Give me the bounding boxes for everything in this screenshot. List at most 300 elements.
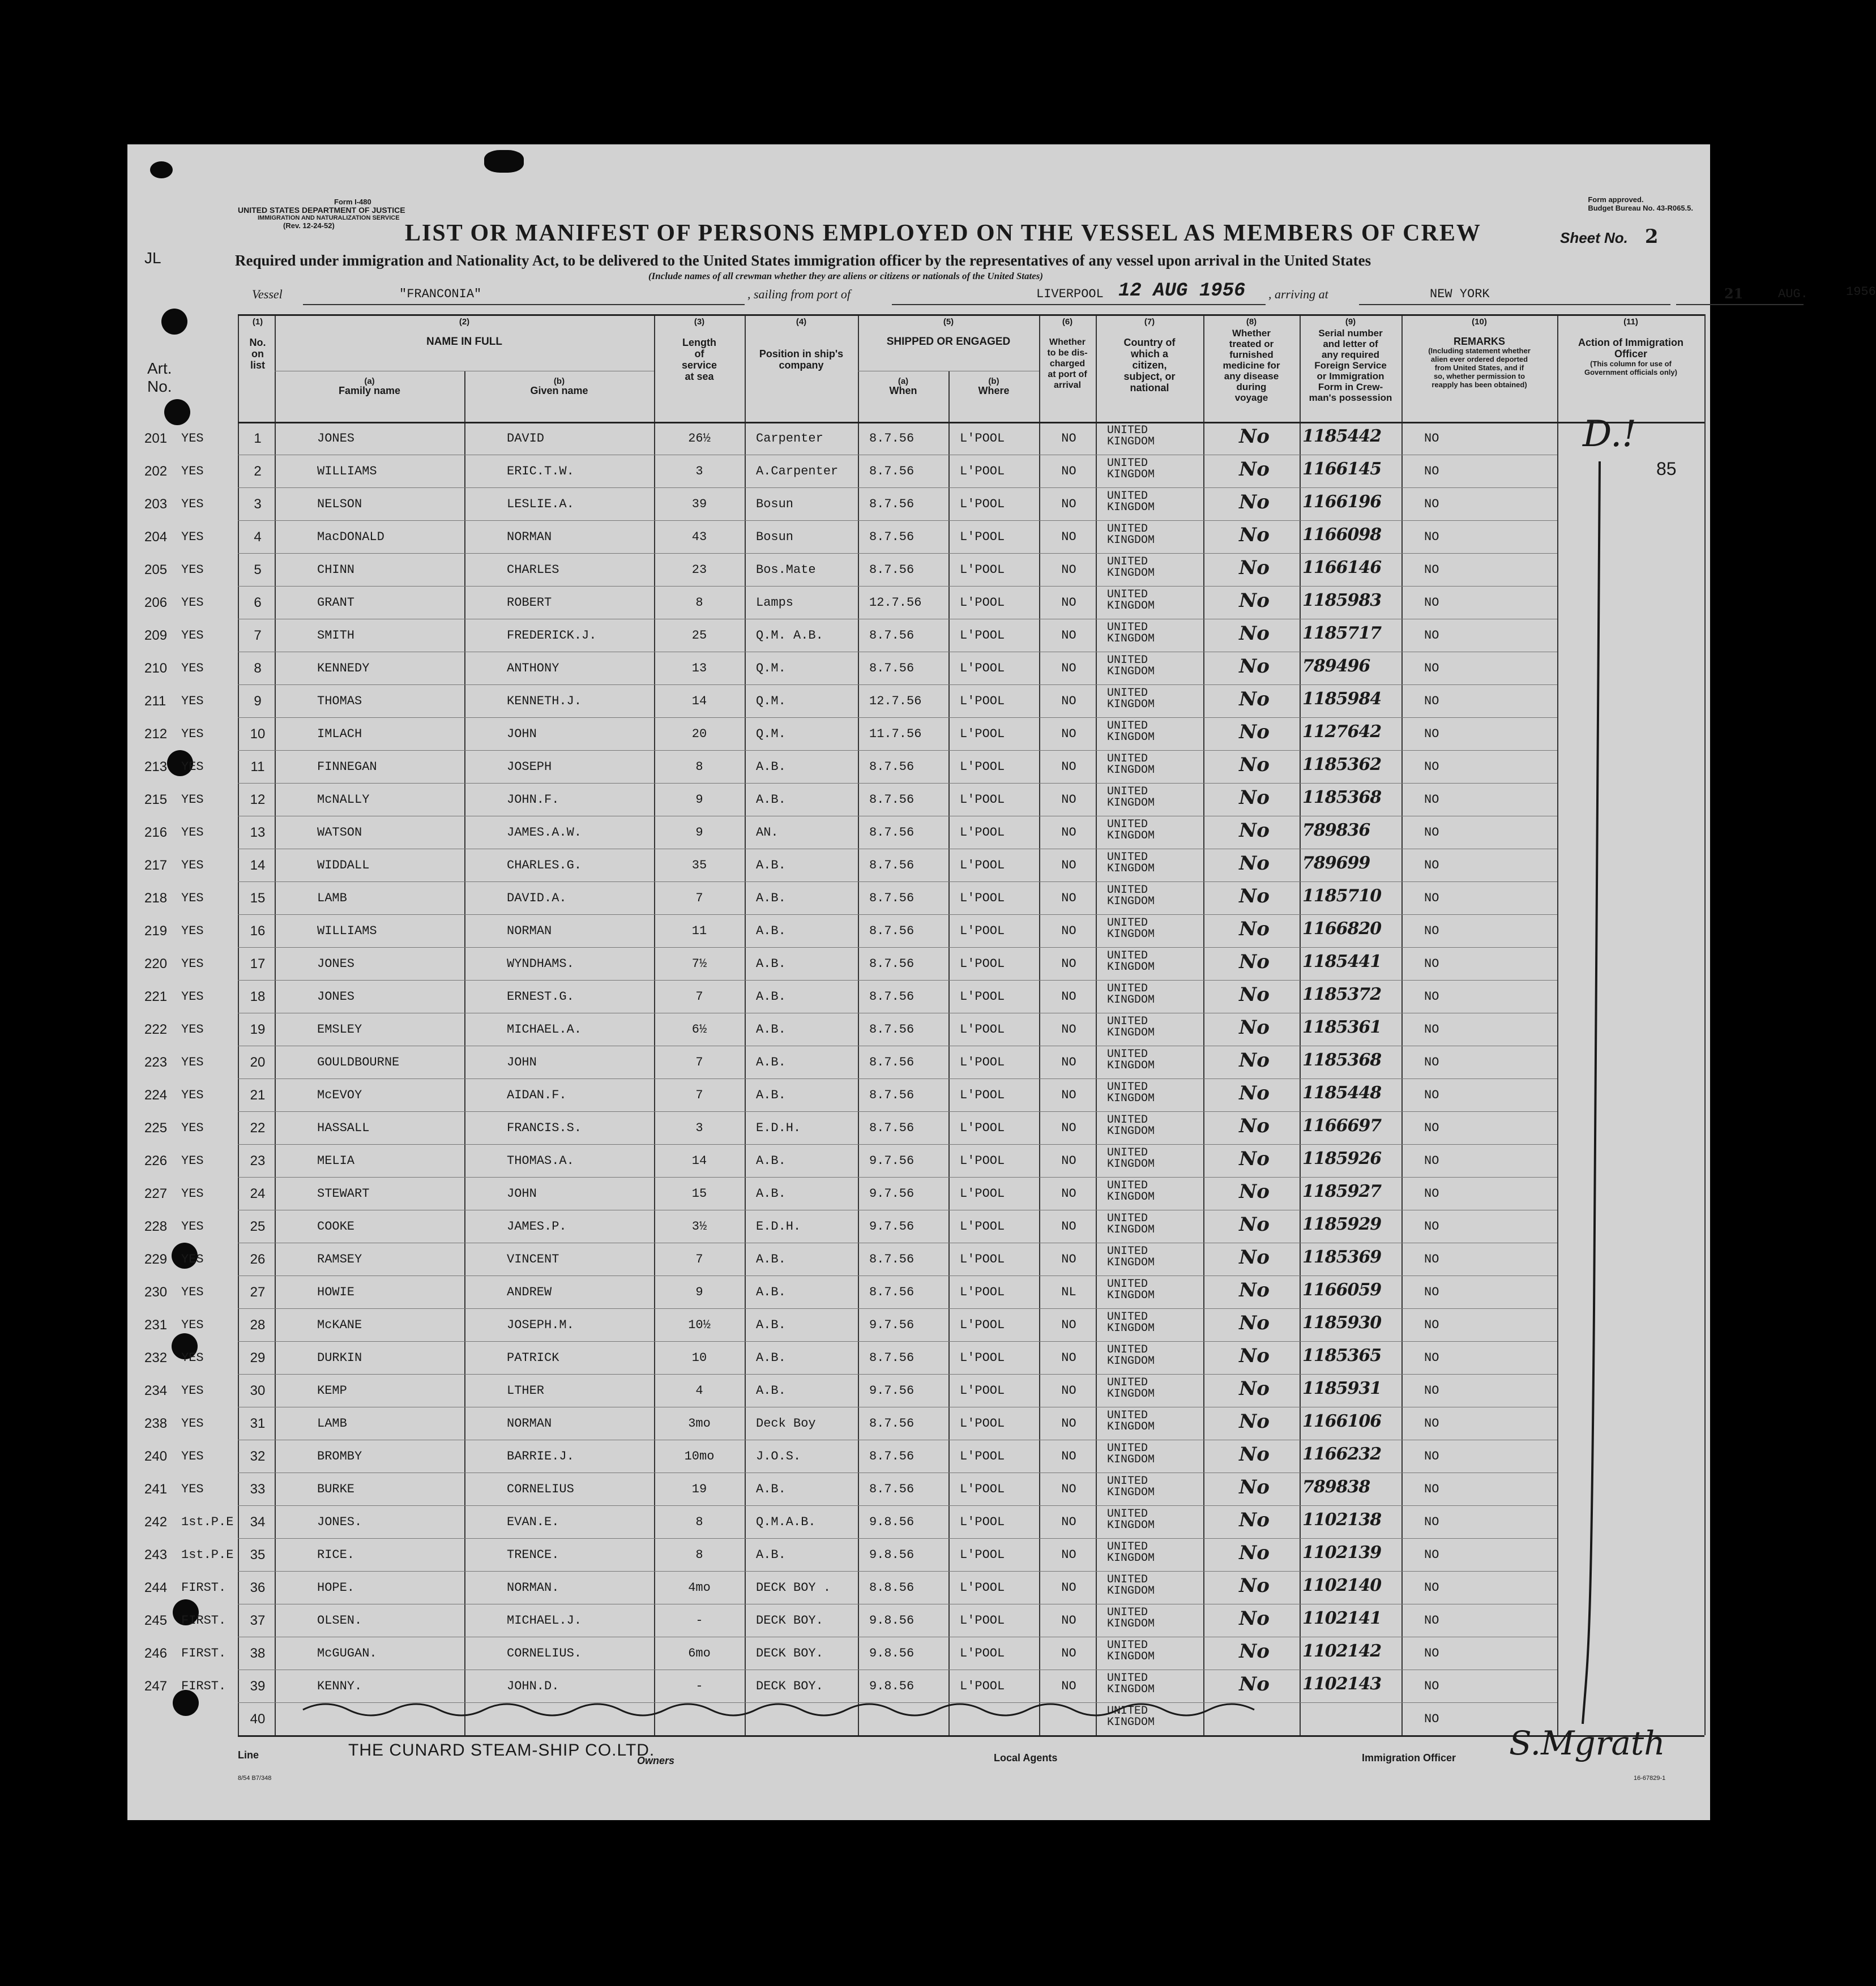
col4-number: (4) (796, 317, 807, 327)
cell-remarks: NO (1424, 1515, 1439, 1529)
cell-art: 220 (144, 956, 168, 971)
cell-no: 9 (254, 694, 262, 709)
cell-remarks: NO (1424, 628, 1439, 643)
cell-discharge: NO (1061, 1613, 1076, 1628)
cell-family: KENNY. (317, 1679, 362, 1693)
cell-position: A.B. (756, 1318, 786, 1332)
cell-family: RAMSEY (317, 1252, 362, 1266)
cell-remarks: NO (1424, 1416, 1439, 1431)
cell-remarks: NO (1424, 1318, 1439, 1332)
cell-no: 14 (250, 858, 266, 873)
cell-family: WATSON (317, 825, 362, 840)
cell-where: L'POOL (960, 628, 1005, 643)
cell-family: HOWIE (317, 1285, 355, 1299)
cell-family: McEVOY (317, 1088, 362, 1102)
cell-medicine: No (1239, 1542, 1270, 1564)
cell-serial: 1185362 (1302, 755, 1382, 774)
cell-serial: 1102141 (1302, 1608, 1382, 1628)
cell-country: UNITED KINGDOM (1107, 884, 1155, 908)
punch-hole (164, 399, 190, 425)
cell-when: 8.7.56 (869, 924, 915, 938)
cell-serial: 1185372 (1302, 985, 1382, 1004)
cell-position: Bosun (756, 497, 794, 511)
cell-service: 7 (695, 891, 703, 905)
cell-art: 219 (144, 923, 168, 939)
cell-country: UNITED KINGDOM (1107, 752, 1155, 777)
cell-where: L'POOL (960, 1384, 1005, 1398)
cell-discharge: NO (1061, 891, 1076, 905)
cell-given: MICHAEL.J. (507, 1613, 582, 1628)
cell-no: 19 (250, 1022, 266, 1037)
column-divider (1039, 314, 1040, 1735)
col3-number: (3) (694, 317, 705, 327)
cell-when: 12.7.56 (869, 694, 922, 708)
cell-no: 25 (250, 1219, 266, 1234)
cell-position: A.B. (756, 1154, 786, 1168)
cell-country: UNITED KINGDOM (1107, 1015, 1155, 1039)
cell-medicine: No (1239, 589, 1270, 612)
cell-where: L'POOL (960, 1022, 1005, 1037)
col3-title: Length of service at sea (681, 337, 717, 382)
row-divider (238, 487, 1557, 488)
cell-service: - (695, 1613, 703, 1628)
cell-discharge: NO (1061, 1482, 1076, 1496)
cell-service: 25 (691, 628, 707, 643)
cell-status: YES (181, 1088, 204, 1102)
cell-art: 216 (144, 825, 168, 840)
officer-signature: S.Mgrath (1509, 1724, 1665, 1762)
cell-remarks: NO (1424, 1285, 1439, 1299)
cell-art: 247 (144, 1679, 168, 1694)
row-divider (238, 1308, 1557, 1309)
col5a-number: (a) (898, 376, 909, 386)
cell-family: KENNEDY (317, 661, 370, 675)
cell-service: 19 (691, 1482, 707, 1496)
cell-art: 245 (144, 1613, 168, 1628)
cell-given: FRANCIS.S. (507, 1121, 582, 1135)
cell-remarks: NO (1424, 464, 1439, 478)
cell-status: YES (181, 431, 204, 446)
cell-discharge: NL (1061, 1285, 1076, 1299)
sheet-number (1560, 226, 1659, 247)
cell-remarks: NO (1424, 1351, 1439, 1365)
cell-discharge: NO (1061, 760, 1076, 774)
cell-service: 11 (691, 924, 707, 938)
cell-art: 243 (144, 1547, 168, 1563)
cell-remarks: NO (1424, 1581, 1439, 1595)
cell-remarks: NO (1424, 1252, 1439, 1266)
department-name: UNITED STATES DEPARTMENT OF JUSTICE (238, 206, 405, 215)
cell-art: 224 (144, 1088, 168, 1103)
cell-position: Q.M. (756, 727, 786, 741)
cell-when: 9.8.56 (869, 1646, 915, 1660)
cell-position: DECK BOY . (756, 1581, 831, 1595)
cell-discharge: NO (1061, 1055, 1076, 1069)
cell-given: JOHN (507, 1055, 537, 1069)
cell-given: NORMAN. (507, 1581, 559, 1595)
arrival-year: 1956 (1846, 285, 1876, 299)
cell-country: UNITED KINGDOM (1107, 917, 1155, 941)
cell-position: Q.M. (756, 661, 786, 675)
service-name: IMMIGRATION AND NATURALIZATION SERVICE (258, 215, 400, 221)
cell-service: 7 (695, 1252, 703, 1266)
cell-art: 218 (144, 891, 168, 906)
cell-medicine: No (1239, 1377, 1270, 1400)
form-approved: Form approved. (1588, 195, 1644, 204)
cell-country: UNITED KINGDOM (1107, 1409, 1155, 1433)
cell-position: Q.M.A.B. (756, 1515, 816, 1529)
col10-subtitle: (Including statement whether alien ever ordered deported from United States, and if so, whether permission to reapply has been obtained) (1428, 346, 1531, 389)
cell-art: 241 (144, 1482, 168, 1497)
cell-country: UNITED KINGDOM (1107, 949, 1155, 974)
cell-country: UNITED KINGDOM (1107, 1475, 1155, 1499)
cell-remarks: NO (1424, 1384, 1439, 1398)
cell-when: 11.7.56 (869, 727, 922, 741)
cell-country: UNITED KINGDOM (1107, 720, 1155, 744)
cell-country: UNITED KINGDOM (1107, 1212, 1155, 1236)
cell-art: 202 (144, 464, 168, 479)
cell-status: YES (181, 1384, 204, 1398)
cell-remarks: NO (1424, 1482, 1439, 1496)
cell-status: YES (181, 957, 204, 971)
cell-art: 226 (144, 1153, 168, 1169)
cell-family: CHINN (317, 563, 355, 577)
cell-serial: 1185441 (1302, 952, 1382, 971)
cell-when: 8.7.56 (869, 1482, 915, 1496)
cell-when: 8.7.56 (869, 825, 915, 840)
cell-when: 8.7.56 (869, 1055, 915, 1069)
cell-family: DURKIN (317, 1351, 362, 1365)
printer-code-left: 8/54 B7/348 (238, 1775, 272, 1782)
cell-status: YES (181, 1187, 204, 1201)
cell-family: WILLIAMS (317, 924, 377, 938)
cell-family: HASSALL (317, 1121, 370, 1135)
cell-position: Bosun (756, 530, 794, 544)
cell-status: YES (181, 661, 204, 675)
cell-where: L'POOL (960, 1252, 1005, 1266)
cell-serial: 789699 (1302, 853, 1370, 873)
row-divider (238, 750, 1557, 751)
cell-where: L'POOL (960, 530, 1005, 544)
cell-no: 20 (250, 1055, 266, 1070)
manifest-subtitle: Required under immigration and Nationality Act, to be delivered to the United States immigration officer by the representatives of any vessel upon arrival in the United States (235, 252, 1371, 269)
cell-no: 8 (254, 661, 262, 676)
cell-when: 8.7.56 (869, 497, 915, 511)
cell-given: CHARLES.G. (507, 858, 582, 872)
cell-medicine: No (1239, 1410, 1270, 1433)
cell-serial: 1102138 (1302, 1510, 1382, 1530)
cell-where: L'POOL (960, 1482, 1005, 1496)
cell-no: 3 (254, 497, 262, 512)
cell-given: DAVID (507, 431, 545, 446)
cell-position: A.B. (756, 1088, 786, 1102)
col11-number: (11) (1623, 317, 1638, 327)
cell-country: UNITED KINGDOM (1107, 1442, 1155, 1466)
cell-art: 221 (144, 989, 168, 1004)
cell-remarks: NO (1424, 858, 1439, 872)
cell-when: 8.7.56 (869, 957, 915, 971)
cell-no: 16 (250, 923, 266, 939)
col1-title: No. on list (249, 337, 266, 371)
cell-art: 244 (144, 1580, 168, 1595)
col11-header (1557, 317, 1704, 376)
cell-country: UNITED KINGDOM (1107, 523, 1155, 547)
cell-when: 8.7.56 (869, 628, 915, 643)
col8-number: (8) (1246, 317, 1257, 327)
cell-art: 222 (144, 1022, 168, 1037)
cell-when: 8.7.56 (869, 661, 915, 675)
cell-medicine: No (1239, 622, 1270, 645)
cell-given: PATRICK (507, 1351, 559, 1365)
column-divider (238, 314, 239, 1735)
cell-remarks: NO (1424, 530, 1439, 544)
cell-when: 8.7.56 (869, 530, 915, 544)
row-divider (238, 1538, 1557, 1539)
cell-status: YES (181, 530, 204, 544)
cell-family: McGUGAN. (317, 1646, 377, 1660)
cell-remarks: NO (1424, 661, 1439, 675)
cell-medicine: No (1239, 852, 1270, 875)
col5-number: (5) (943, 317, 954, 327)
cell-country: UNITED KINGDOM (1107, 490, 1155, 514)
cell-status: YES (181, 1318, 204, 1332)
col2a-title: Family name (338, 385, 401, 396)
cell-no: 33 (250, 1482, 266, 1497)
cell-no: 2 (254, 464, 262, 479)
row-divider (238, 1341, 1557, 1342)
col9-header (1300, 317, 1401, 403)
owners-label: Owners (637, 1755, 675, 1766)
cell-service: 10 (691, 1351, 707, 1365)
cell-status: YES (181, 596, 204, 610)
revision-date: (Rev. 12-24-52) (283, 221, 335, 230)
col9-number: (9) (1345, 317, 1356, 327)
cell-country: UNITED KINGDOM (1107, 1081, 1155, 1105)
cell-when: 8.7.56 (869, 1351, 915, 1365)
cell-given: CHARLES (507, 563, 559, 577)
cell-no: 1 (254, 431, 262, 446)
cell-where: L'POOL (960, 431, 1005, 446)
cell-medicine: No (1239, 524, 1270, 546)
cell-remarks: NO (1424, 1121, 1439, 1135)
cell-medicine: No (1239, 425, 1270, 448)
cell-when: 8.7.56 (869, 1285, 915, 1299)
cell-medicine: No (1239, 918, 1270, 940)
cell-position: Q.M. (756, 694, 786, 708)
vessel-name: "FRANCONIA" (399, 287, 482, 301)
cell-serial: 789838 (1302, 1477, 1370, 1497)
column-divider (948, 371, 950, 1735)
cell-medicine: No (1239, 1049, 1270, 1072)
cell-country: UNITED KINGDOM (1107, 851, 1155, 875)
cell-when: 8.7.56 (869, 1252, 915, 1266)
col8-header (1203, 317, 1300, 403)
cell-where: L'POOL (960, 858, 1005, 872)
col2a-number: (a) (364, 376, 375, 386)
cell-when: 9.7.56 (869, 1187, 915, 1201)
cell-position: A.Carpenter (756, 464, 839, 478)
cell-no: 32 (250, 1449, 266, 1464)
cell-given: WYNDHAMS. (507, 957, 574, 971)
cell-country: UNITED KINGDOM (1107, 1343, 1155, 1368)
printer-code-right: 16-67829-1 (1634, 1775, 1666, 1782)
cell-given: ERIC.T.W. (507, 464, 574, 478)
cell-given: JOSEPH (507, 760, 552, 774)
col1-header (241, 317, 275, 371)
col4-header (745, 317, 858, 371)
cell-remarks: NO (1424, 694, 1439, 708)
cell-where: L'POOL (960, 924, 1005, 938)
cell-where: L'POOL (960, 596, 1005, 610)
date-stamp: 12 AUG 1956 (1118, 280, 1246, 302)
cell-remarks: NO (1424, 1679, 1439, 1693)
cell-remarks: NO (1424, 1055, 1439, 1069)
cell-given: ANTHONY (507, 661, 559, 675)
col5-header (858, 317, 1039, 346)
cell-where: L'POOL (960, 760, 1005, 774)
cell-serial: 1127642 (1302, 722, 1382, 742)
closing-squiggle (303, 1696, 1266, 1718)
cell-position: A.B. (756, 924, 786, 938)
cell-given: ROBERT (507, 596, 552, 610)
cell-serial: 1185983 (1302, 590, 1382, 610)
cell-no: 39 (250, 1679, 266, 1694)
cell-medicine: No (1239, 688, 1270, 710)
cell-when: 9.7.56 (869, 1219, 915, 1234)
cell-discharge: NO (1061, 1384, 1076, 1398)
cell-service: 6mo (688, 1646, 711, 1660)
cell-no: 12 (250, 792, 266, 807)
cell-where: L'POOL (960, 990, 1005, 1004)
cell-where: L'POOL (960, 727, 1005, 741)
cell-no: 11 (250, 759, 265, 774)
col4-title: Position in ship's company (759, 348, 844, 371)
cell-where: L'POOL (960, 891, 1005, 905)
cell-remarks: NO (1424, 760, 1439, 774)
cell-where: L'POOL (960, 1679, 1005, 1693)
row-divider (238, 1177, 1557, 1178)
cell-medicine: No (1239, 1312, 1270, 1334)
cell-service: 7 (695, 1055, 703, 1069)
cell-status: YES (181, 563, 204, 577)
cell-where: L'POOL (960, 694, 1005, 708)
cell-no: 10 (250, 726, 266, 742)
cell-family: MacDONALD (317, 530, 384, 544)
cell-discharge: NO (1061, 497, 1076, 511)
cell-position: A.B. (756, 858, 786, 872)
margin-initials: JL (144, 249, 161, 267)
cell-family: FINNEGAN (317, 760, 377, 774)
cell-discharge: NO (1061, 957, 1076, 971)
cell-no: 40 (250, 1711, 266, 1727)
cell-given: CORNELIUS. (507, 1646, 582, 1660)
col2a-header (275, 376, 464, 396)
cell-when: 9.8.56 (869, 1613, 915, 1628)
cell-service: 7 (695, 990, 703, 1004)
cell-given: JAMES.P. (507, 1219, 567, 1234)
cell-discharge: NO (1061, 1515, 1076, 1529)
cell-remarks: NO (1424, 825, 1439, 840)
cell-medicine: No (1239, 786, 1270, 809)
cell-given: KENNETH.J. (507, 694, 582, 708)
cell-art: 238 (144, 1416, 168, 1431)
punch-hole (173, 1690, 199, 1716)
cell-medicine: No (1239, 1213, 1270, 1236)
cell-service: 20 (691, 727, 707, 741)
cell-no: 28 (250, 1317, 266, 1333)
cell-where: L'POOL (960, 1318, 1005, 1332)
cell-service: 7 (695, 1088, 703, 1102)
cell-family: McKANE (317, 1318, 362, 1332)
cell-country: UNITED KINGDOM (1107, 1573, 1155, 1598)
cell-position: A.B. (756, 1384, 786, 1398)
cell-country: UNITED KINGDOM (1107, 654, 1155, 678)
cell-where: L'POOL (960, 957, 1005, 971)
cell-serial: 1185931 (1302, 1379, 1382, 1398)
cell-status: YES (181, 727, 204, 741)
cell-serial: 1102140 (1302, 1576, 1382, 1595)
cell-given: ANDREW (507, 1285, 552, 1299)
column-divider (1300, 314, 1301, 1735)
row-divider (238, 684, 1557, 685)
cell-position: Bos.Mate (756, 563, 816, 577)
cell-discharge: NO (1061, 1088, 1076, 1102)
cell-when: 9.7.56 (869, 1154, 915, 1168)
cell-discharge: NO (1061, 596, 1076, 610)
cell-when: 8.7.56 (869, 760, 915, 774)
cell-position: A.B. (756, 1285, 786, 1299)
cell-remarks: NO (1424, 1088, 1439, 1102)
ink-blot (150, 161, 173, 178)
cell-medicine: No (1239, 1509, 1270, 1531)
cell-service: 8 (695, 1548, 703, 1562)
cell-country: UNITED KINGDOM (1107, 1376, 1155, 1401)
cell-medicine: No (1239, 1476, 1270, 1499)
sheet-number-label: Sheet No. (1560, 229, 1628, 246)
cell-position: DECK BOY. (756, 1646, 823, 1660)
cell-status: YES (181, 1154, 204, 1168)
cell-art: 212 (144, 726, 168, 742)
cell-medicine: No (1239, 1082, 1270, 1105)
cell-where: L'POOL (960, 464, 1005, 478)
form-number: Form I-480 (334, 198, 371, 206)
cell-art: 210 (144, 661, 168, 676)
cell-where: L'POOL (960, 1285, 1005, 1299)
cell-country: UNITED KINGDOM (1107, 982, 1155, 1007)
cell-art: 227 (144, 1186, 168, 1201)
col2b-header (464, 376, 654, 396)
cell-discharge: NO (1061, 563, 1076, 577)
cell-discharge: NO (1061, 1318, 1076, 1332)
cell-discharge: NO (1061, 694, 1076, 708)
cell-position: E.D.H. (756, 1219, 801, 1234)
cell-remarks: NO (1424, 1712, 1439, 1726)
cell-status: YES (181, 1285, 204, 1299)
cell-remarks: NO (1424, 727, 1439, 741)
cell-country: UNITED KINGDOM (1107, 457, 1155, 481)
cell-art: 231 (144, 1317, 168, 1333)
action-mark: D.! (1583, 413, 1637, 455)
cell-country: UNITED KINGDOM (1107, 1048, 1155, 1072)
cell-position: Carpenter (756, 431, 823, 446)
cell-medicine: No (1239, 721, 1270, 743)
cell-service: 23 (691, 563, 707, 577)
cell-when: 8.8.56 (869, 1581, 915, 1595)
cell-remarks: NO (1424, 1449, 1439, 1463)
cell-given: TRENCE. (507, 1548, 559, 1562)
cell-status: YES (181, 1351, 204, 1365)
col2-number: (2) (459, 317, 470, 327)
